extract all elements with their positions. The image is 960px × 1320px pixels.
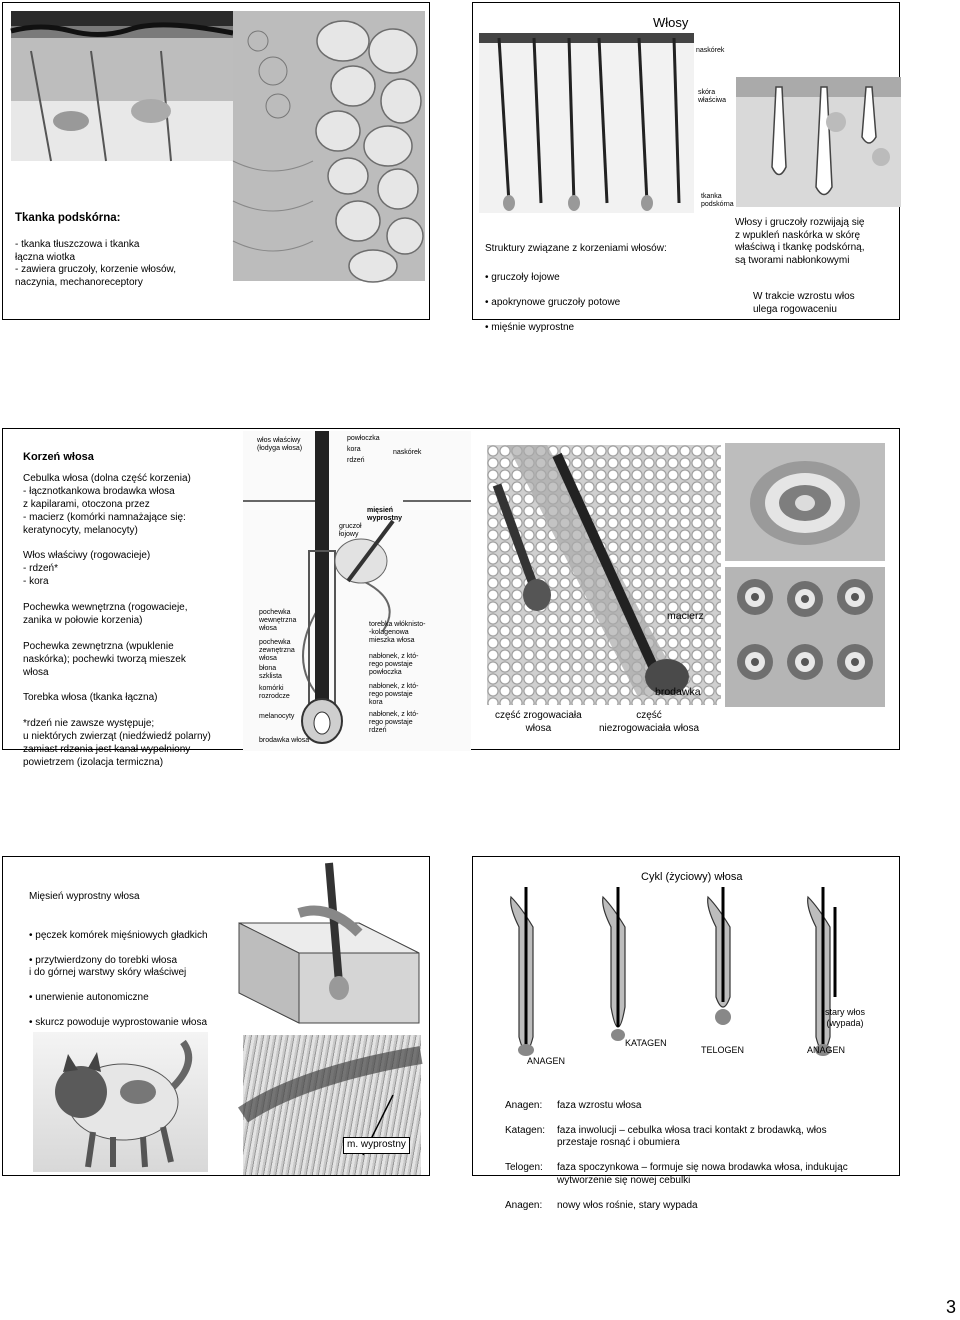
label-torebka: torebka włóknisto- -kolagenowa mieszka włosa <box>369 621 426 644</box>
follicle-cross-sections-detail <box>725 567 885 707</box>
label-kora: kora <box>347 446 361 453</box>
slide1-body: - tkanka tłuszczowa i tkanka łączna wiotka - zawiera gruczoły, korzenie włosów, naczynia, mechanoreceptory <box>15 239 176 288</box>
arrector-muscle-micrograph-detail <box>243 1035 421 1175</box>
hair-cycle-diagram-detail <box>503 887 883 1067</box>
slide5-title: Cykl (życiowy) włosa <box>641 871 743 883</box>
fat-tissue-micrograph <box>233 11 425 281</box>
label-stary-wlos: stary włos (wypada) <box>825 1007 866 1028</box>
follicle-cross-section-large-detail <box>725 443 885 561</box>
stage-katagen: KATAGEN <box>625 1038 667 1048</box>
label-czesc-niezrogowaciala: część niezrogowaciała włosa <box>599 710 700 734</box>
slide-hair-cycle <box>472 856 900 1211</box>
development-text: Włosy i gruczoły rozwijają się z wpukleń naskórka w skórę właściwą i tkankę podskórną, są tworami nabłonkowymi <box>735 217 865 266</box>
skin-section-drawing <box>479 33 694 213</box>
label-skora-wlasciwa: skóra właściwa <box>698 89 727 104</box>
hair-follicle-micrograph <box>487 445 721 705</box>
hair-anatomy-detail <box>736 77 901 207</box>
skin-section-detail <box>479 33 694 213</box>
label-tkanka-podskorna: tkanka podskórna <box>701 193 734 208</box>
label-naskorek-diagram: naskórek <box>393 449 422 456</box>
hair-root-diagram-shapes <box>243 431 471 751</box>
structures-list <box>485 259 620 347</box>
keratinization-text: W trakcie wzrostu włos ulega rogowaceniu <box>753 291 855 315</box>
structure-item: • mięśnie wyprostne <box>485 321 575 333</box>
structure-item: • gruczoły łojowe <box>485 271 560 283</box>
cat-photo <box>33 1032 208 1172</box>
bullet-item: • pęczek komórek mięśniowych gładkich <box>29 929 208 941</box>
label-macierz: macierz <box>667 610 704 622</box>
slide3-body: Cebulka włosa (dolna część korzenia) - łącznotkankowa brodawka włosa z kapilarami, otoczona przez - macierz (komórki namnażające się: keratynocyty, melanocyty) Włos właściwy (rogowacieje) - rdzeń* - kora Pochewka wewnętrzna (rogowacieje, zanika w połowie korzenia) Pochewka zewnętrzna (wpuklenie naskórka); pochewki tworzą mieszek włosa Torebka włosa (tkanka łączna) *rdzeń nie zawsze występuje; u niektórych zwierząt (niedźwiedź polarny) zamiast rdzenia jest kanał wypełniony powietrzem (izolacja termiczna) <box>23 473 211 768</box>
skin-micrograph <box>11 11 233 161</box>
legend-row: Anagen: faza wzrostu włosa <box>505 1099 642 1111</box>
slide-hair <box>472 2 900 333</box>
bullet-item: • przytwierdzony do torebki włosa i do górnej warstwy skóry właściwej <box>29 954 187 978</box>
follicle-cross-section-large <box>725 443 885 561</box>
label-powloczka: powłoczka <box>347 435 380 442</box>
label-czesc-zrogowaciala: część zrogowaciała włosa <box>495 710 582 734</box>
slide4-title: Mięsień wyprostny włosa <box>29 891 140 902</box>
label-brodawka: brodawka <box>655 686 701 698</box>
legend-row: Anagen: nowy włos rośnie, stary wypada <box>505 1199 698 1211</box>
label-wlos-wlasciwy: włos właściwy (łodyga włosa) <box>257 437 303 452</box>
label-nablonek-powloczka: nabłonek, z któ- rego powstaje powłoczka <box>369 653 419 676</box>
label-melanocyty: melanocyty <box>259 713 295 720</box>
slide1-title: Tkanka podskórna: <box>15 212 121 224</box>
hair-anatomy-illustration <box>736 77 901 207</box>
label-rdzen: rdzeń <box>347 457 365 464</box>
page-number: 3 <box>945 1297 956 1317</box>
bullet-item: • unerwienie autonomiczne <box>29 992 149 1003</box>
slide2-title: Włosy <box>653 15 689 30</box>
label-nablonek-rdzen: nabłonek, z któ- rego powstaje rdzeń <box>369 711 419 734</box>
label-pochewka-wewnetrzna: pochewka wewnętrzna włosa <box>259 609 297 632</box>
label-m-wyprostny: m. wyprostny <box>343 1137 410 1154</box>
fat-tissue-detail <box>233 11 425 281</box>
arrector-muscle-micrograph <box>243 1035 421 1175</box>
slide-arrector-muscle <box>2 856 430 1176</box>
slide3-title: Korzeń włosa <box>23 451 94 463</box>
legend-row: Telogen: faza spoczynkowa – formuje się nowa brodawka włosa, indukując wytworzenie się nowej cebulki <box>505 1162 848 1186</box>
slide-subcutaneous-tissue <box>2 2 430 320</box>
stage-anagen-1: ANAGEN <box>527 1056 566 1066</box>
stage-anagen-2: ANAGEN <box>807 1045 846 1055</box>
label-naskorek: naskórek <box>696 47 725 54</box>
structure-item: • apokrynowe gruczoły potowe <box>485 296 621 308</box>
structures-title: Struktury związane z korzeniami włosów: <box>485 243 667 254</box>
bullet-item: • skurcz powoduje wyprostowanie włosa <box>29 1017 208 1028</box>
slide4-bullets <box>29 917 208 1042</box>
label-nablonek-kora: nabłonek, z któ- rego powstaje kora <box>369 683 419 706</box>
legend-row: Katagen: faza inwolucji – cebulka włosa traci kontakt z brodawką, włos przestaje rosnąć i obumiera <box>505 1124 827 1148</box>
slide-hair-root <box>2 428 900 768</box>
hair-root-diagram <box>243 431 471 751</box>
hair-cycle-diagram <box>503 887 883 1067</box>
label-blona-szklista: błona szklista <box>259 665 282 680</box>
follicle-cross-sections <box>725 567 885 707</box>
label-pochewka-zewnetrzna: pochewka zewnętrzna włosa <box>259 639 295 662</box>
hair-follicle-detail <box>487 445 721 705</box>
cycle-legend <box>505 1087 848 1225</box>
label-komorki-rozrodcze: komórki rozrodcze <box>259 685 290 700</box>
label-miesien-wyprostny: mięsień wyprostny <box>367 507 403 522</box>
cat-photo-detail <box>33 1032 208 1172</box>
skin-micrograph-detail <box>11 11 233 161</box>
arrector-muscle-diagram-detail <box>239 863 419 1023</box>
label-brodawka-wlosa: brodawka włosa <box>259 737 310 744</box>
stage-telogen: TELOGEN <box>701 1045 745 1055</box>
arrector-muscle-diagram <box>239 863 419 1023</box>
label-gruczol-lojowy: gruczoł łojowy <box>339 523 362 538</box>
